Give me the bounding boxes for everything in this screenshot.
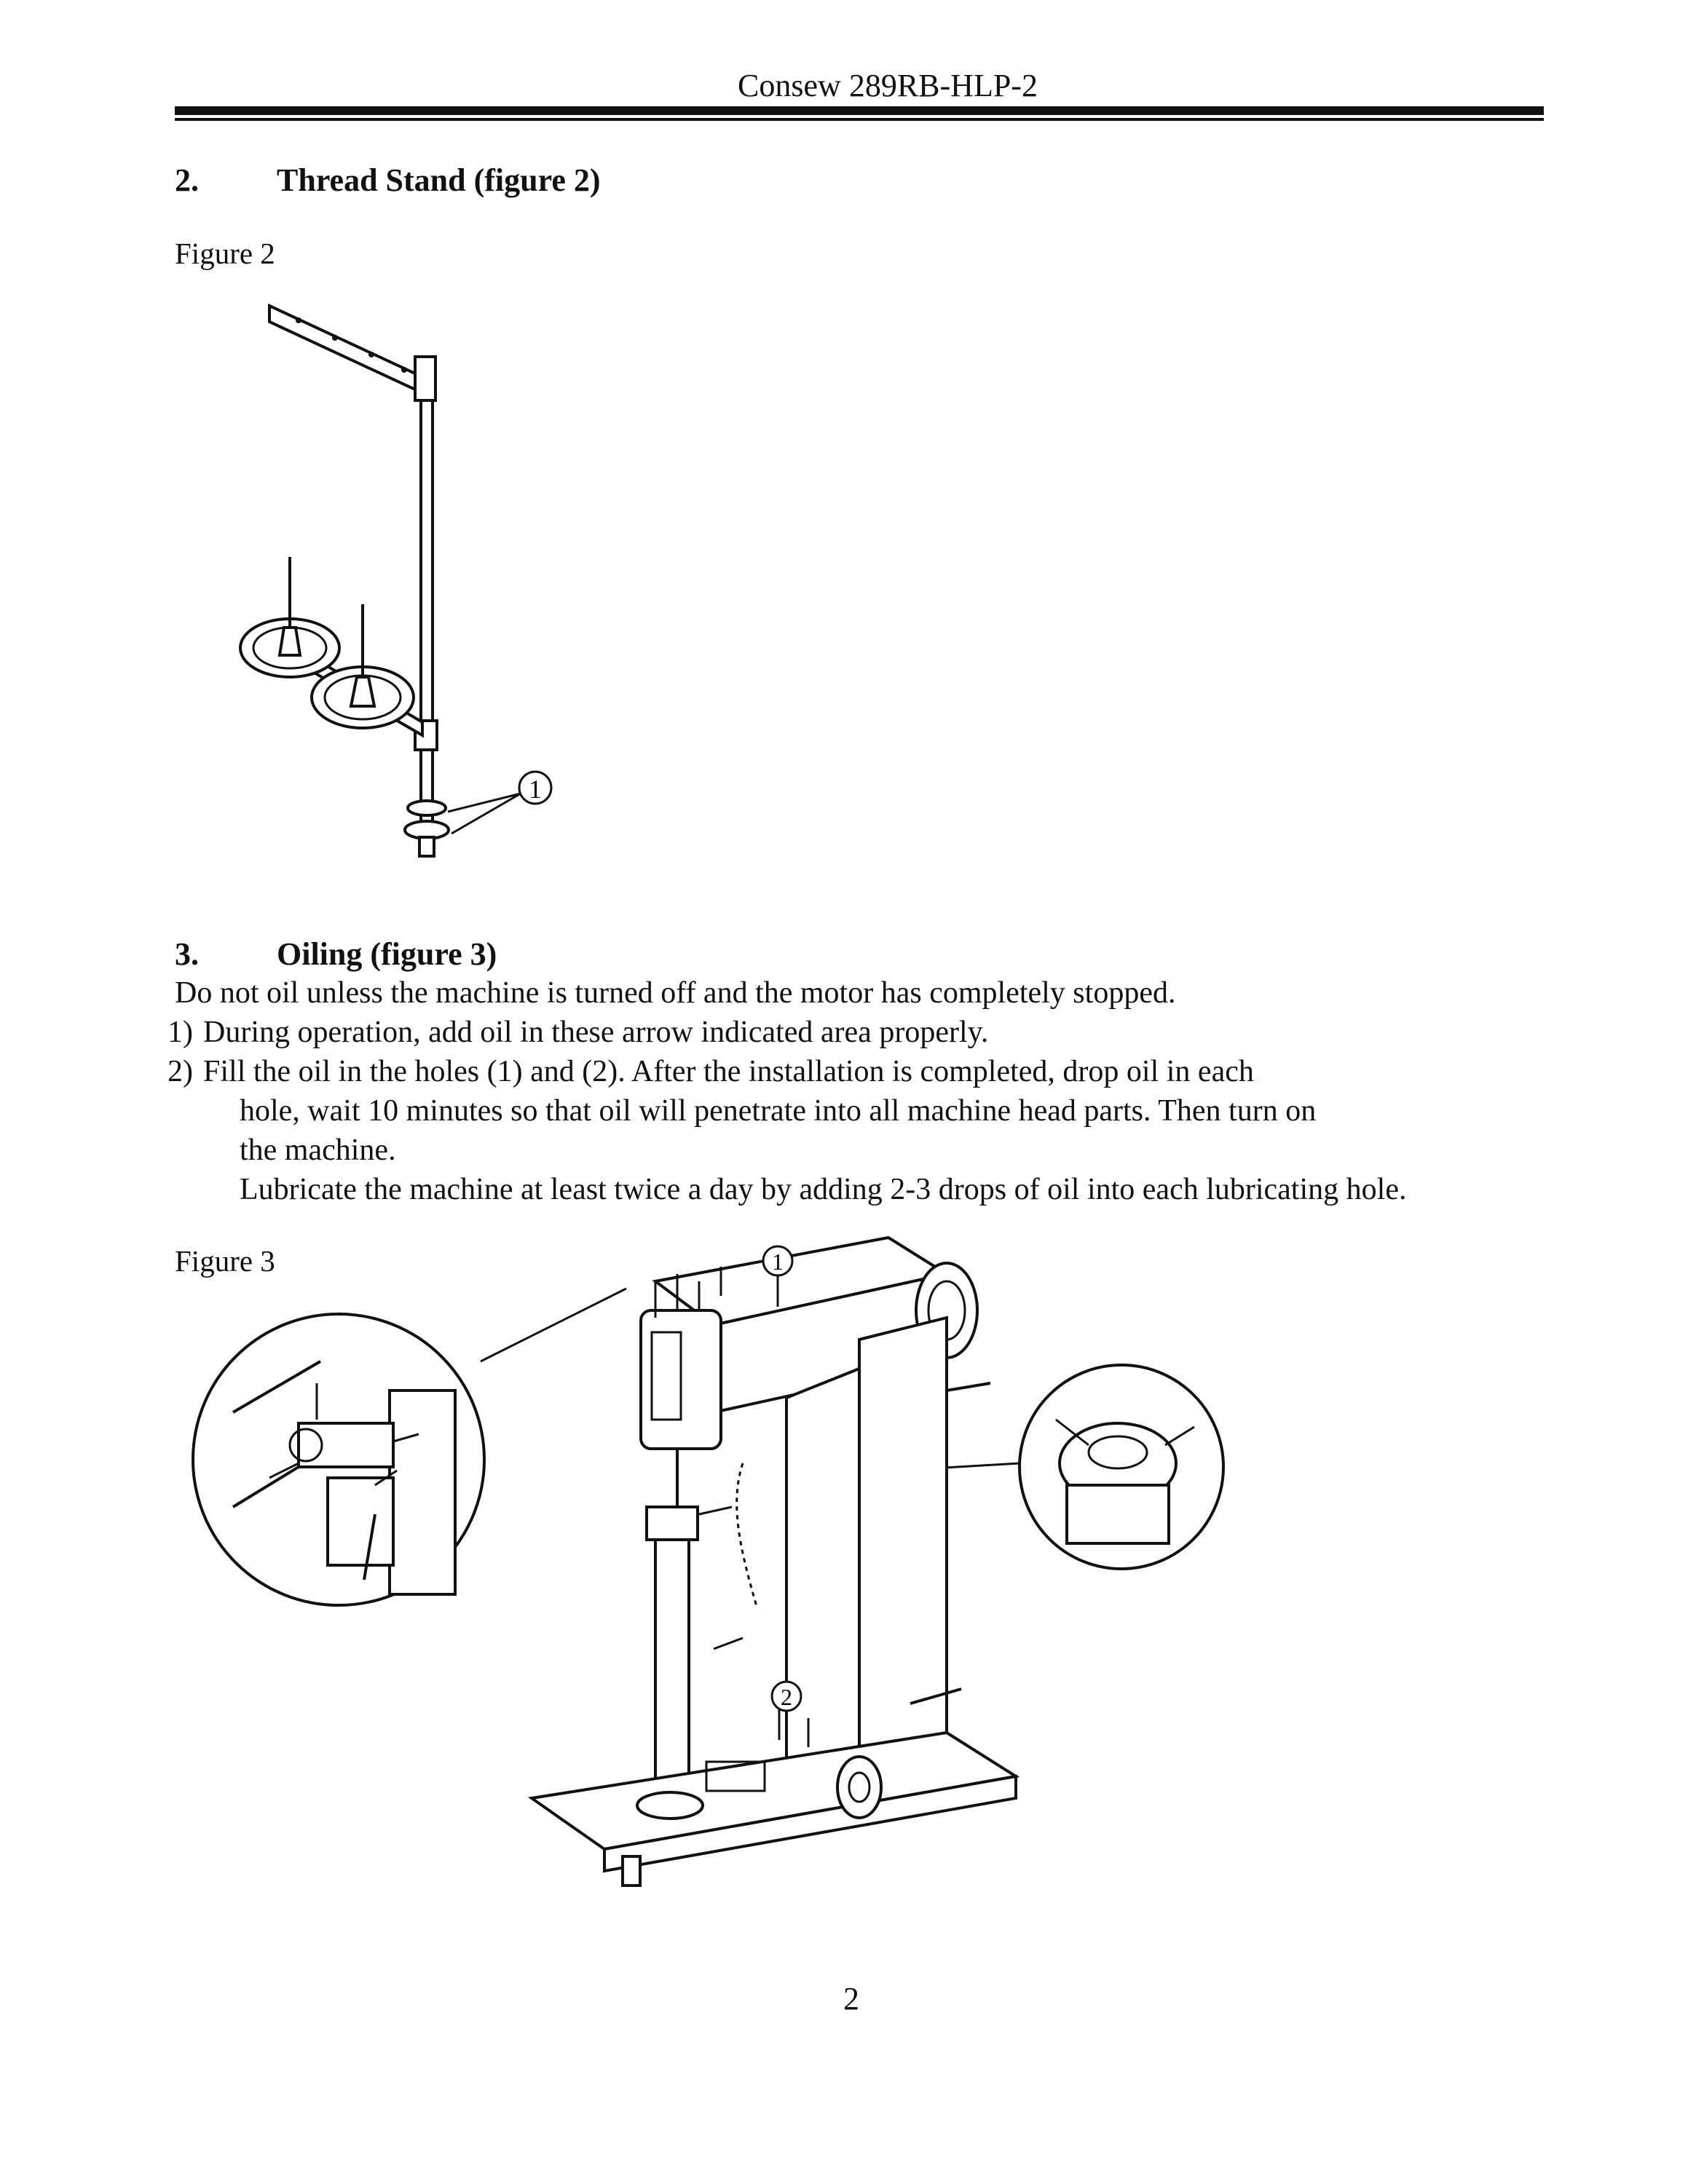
oil-arrow [699, 1507, 732, 1514]
callout-1-number: 1 [772, 1249, 784, 1275]
arm-lever [947, 1383, 990, 1390]
bed-bolt [623, 1856, 640, 1886]
inset-left-leader [481, 1289, 626, 1361]
post-head [647, 1507, 698, 1540]
document-header-title: Consew 289RB-HLP-2 [738, 68, 1038, 103]
header-rule-thin [175, 118, 1544, 121]
callout-arrow [448, 794, 521, 812]
item-1-line: During operation, add oil in these arrow indicated area properly. [203, 1016, 989, 1049]
callout-2-number: 2 [781, 1684, 792, 1710]
inset-bracket [328, 1478, 393, 1565]
figure-3-label: Figure 3 [175, 1244, 275, 1278]
item-2-line-4: Lubricate the machine at least twice a day by adding 2-3 drops of oil into each lubricating hole. [240, 1173, 1407, 1206]
oiling-intro-text: Do not oil unless the machine is turned off and the motor has completely stopped. [175, 976, 1176, 1010]
machine-column [859, 1318, 947, 1769]
figure-2-label: Figure 2 [175, 237, 275, 270]
chain [737, 1463, 757, 1609]
inset-hook-base [1067, 1485, 1169, 1543]
sewing-machine-oiling-illustration [218, 1249, 1238, 1936]
item-2-line-2: hole, wait 10 minutes so that oil will penetrate into all machine head parts. Then turn on [240, 1094, 1317, 1128]
item-2-line-1: Fill the oil in the holes (1) and (2). After the installation is completed, drop oil in each [203, 1055, 1254, 1088]
callout-1-number: 1 [529, 775, 542, 804]
thread-stand-top-arm [269, 306, 426, 395]
spool-cone-right [351, 677, 374, 706]
lock-nut-upper [408, 801, 446, 815]
section-3-heading [175, 935, 497, 973]
machine-body [532, 1238, 1016, 1886]
item-2-line-3: the machine. [240, 1133, 396, 1167]
arm-hole [401, 367, 407, 373]
oil-arrow [714, 1638, 743, 1649]
section-3-number: 3. [175, 936, 199, 972]
section-2-title: Thread Stand (figure 2) [277, 162, 601, 198]
machine-column-front [786, 1369, 859, 1791]
rod-base-bolt [419, 837, 434, 856]
section-2-number: 2. [175, 162, 199, 198]
spool-cone-left [280, 628, 300, 655]
oiling-item-1 [153, 1012, 988, 1053]
page-number: 2 [843, 1981, 859, 2017]
arm-hole [296, 317, 301, 323]
section-3-title: Oiling (figure 3) [277, 936, 497, 972]
arm-hole [368, 352, 374, 357]
header-rule [175, 106, 1544, 115]
section-2-heading [175, 162, 601, 199]
item-1-number: 1) [167, 1016, 193, 1049]
inset-faceplate [390, 1390, 455, 1594]
oiling-item-2 [153, 1051, 1254, 1092]
thread-stand-illustration [240, 298, 590, 866]
thread-stand-top-joint [415, 357, 435, 400]
post-base [637, 1792, 703, 1819]
callout-arrow [451, 794, 521, 834]
knee-lifter-wheel [837, 1757, 881, 1818]
arm-hole [332, 335, 338, 341]
machine-post [655, 1529, 689, 1805]
item-2-number: 2) [167, 1055, 193, 1088]
thread-stand-rod [421, 400, 433, 830]
